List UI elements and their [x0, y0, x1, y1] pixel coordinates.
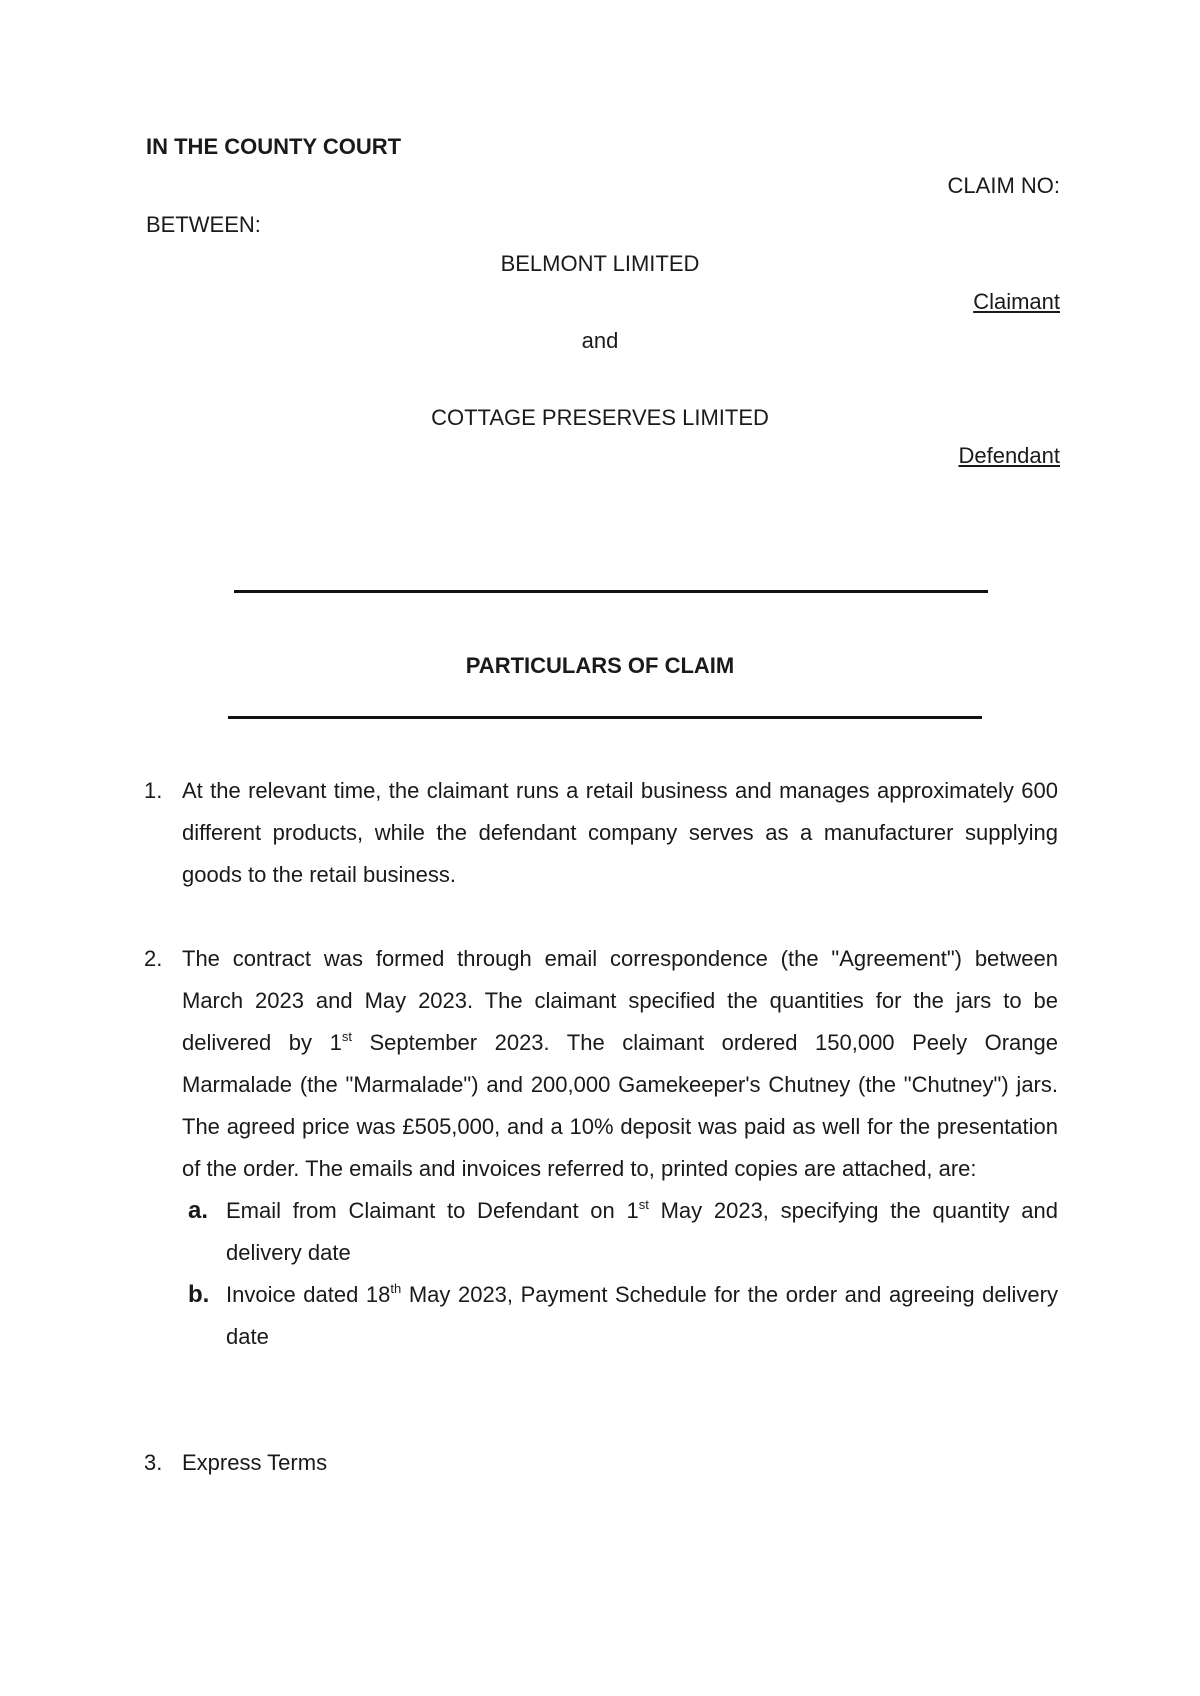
- claimant-name: BELMONT LIMITED: [500, 251, 700, 276]
- defendant-role: Defendant: [958, 443, 1060, 468]
- court-heading: IN THE COUNTY COURT: [146, 134, 402, 159]
- sub-item-label: b.: [188, 1281, 210, 1308]
- ordinal-suffix: st: [638, 1197, 649, 1212]
- text-segment: May 2023, specifying the quantity and delivery date: [226, 1198, 1058, 1265]
- document-title: PARTICULARS OF CLAIM: [465, 653, 735, 678]
- claim-paragraph-3: [144, 1442, 1058, 1484]
- defendant-name: COTTAGE PRESERVES LIMITED: [431, 405, 769, 430]
- text-segment: September 2023. The claimant ordered 150,000 Peely Orange Marmalade (the "Marmalade") and 200,000 Gamekeeper's Chutney (the "Chutney") jars. The agreed price was £505,000, and a 10% deposit was paid as well for the presentation of the order. The emails and invoices referred to, printed copies are attached, are:: [182, 1030, 1059, 1181]
- text-segment: Invoice dated 18: [226, 1282, 391, 1307]
- paragraph-text: Express Terms: [182, 1450, 328, 1475]
- top-divider: [234, 590, 988, 593]
- paragraph-text: [182, 938, 1058, 1190]
- paragraph-text: At the relevant time, the claimant runs a retail business and manages approximately 600 different products, while the defendant company serves as a manufacturer supplying goods to the retail business.: [182, 778, 1058, 887]
- text-segment: The contract was formed through email correspondence (the "Agreement") between March 2023 and May 2023. The claimant specified the quantities for the jars to be delivered by 1: [182, 946, 1058, 1055]
- claim-paragraph-1: [144, 770, 1058, 896]
- text-segment: May 2023, Payment Schedule for the order and agreeing delivery date: [226, 1282, 1058, 1349]
- sub-item-text: [226, 1274, 1058, 1358]
- paragraph-number: 3.: [144, 1450, 163, 1475]
- and-label: and: [581, 328, 619, 353]
- sub-item-b: [182, 1274, 1058, 1358]
- ordinal-suffix: th: [390, 1281, 402, 1296]
- claimant-role: Claimant: [973, 289, 1060, 314]
- sub-item-text: [226, 1190, 1058, 1274]
- claim-paragraph-2: [144, 938, 1058, 1358]
- text-segment: Email from Claimant to Defendant on 1: [226, 1198, 639, 1223]
- sub-item-a: [182, 1190, 1058, 1274]
- paragraph-number: 2.: [144, 946, 163, 971]
- claim-number-label: CLAIM NO:: [947, 173, 1060, 198]
- bottom-divider: [228, 716, 982, 719]
- sub-item-label: a.: [188, 1197, 209, 1224]
- paragraph-number: 1.: [144, 778, 163, 803]
- between-label: BETWEEN:: [146, 212, 261, 237]
- ordinal-suffix: st: [341, 1029, 352, 1044]
